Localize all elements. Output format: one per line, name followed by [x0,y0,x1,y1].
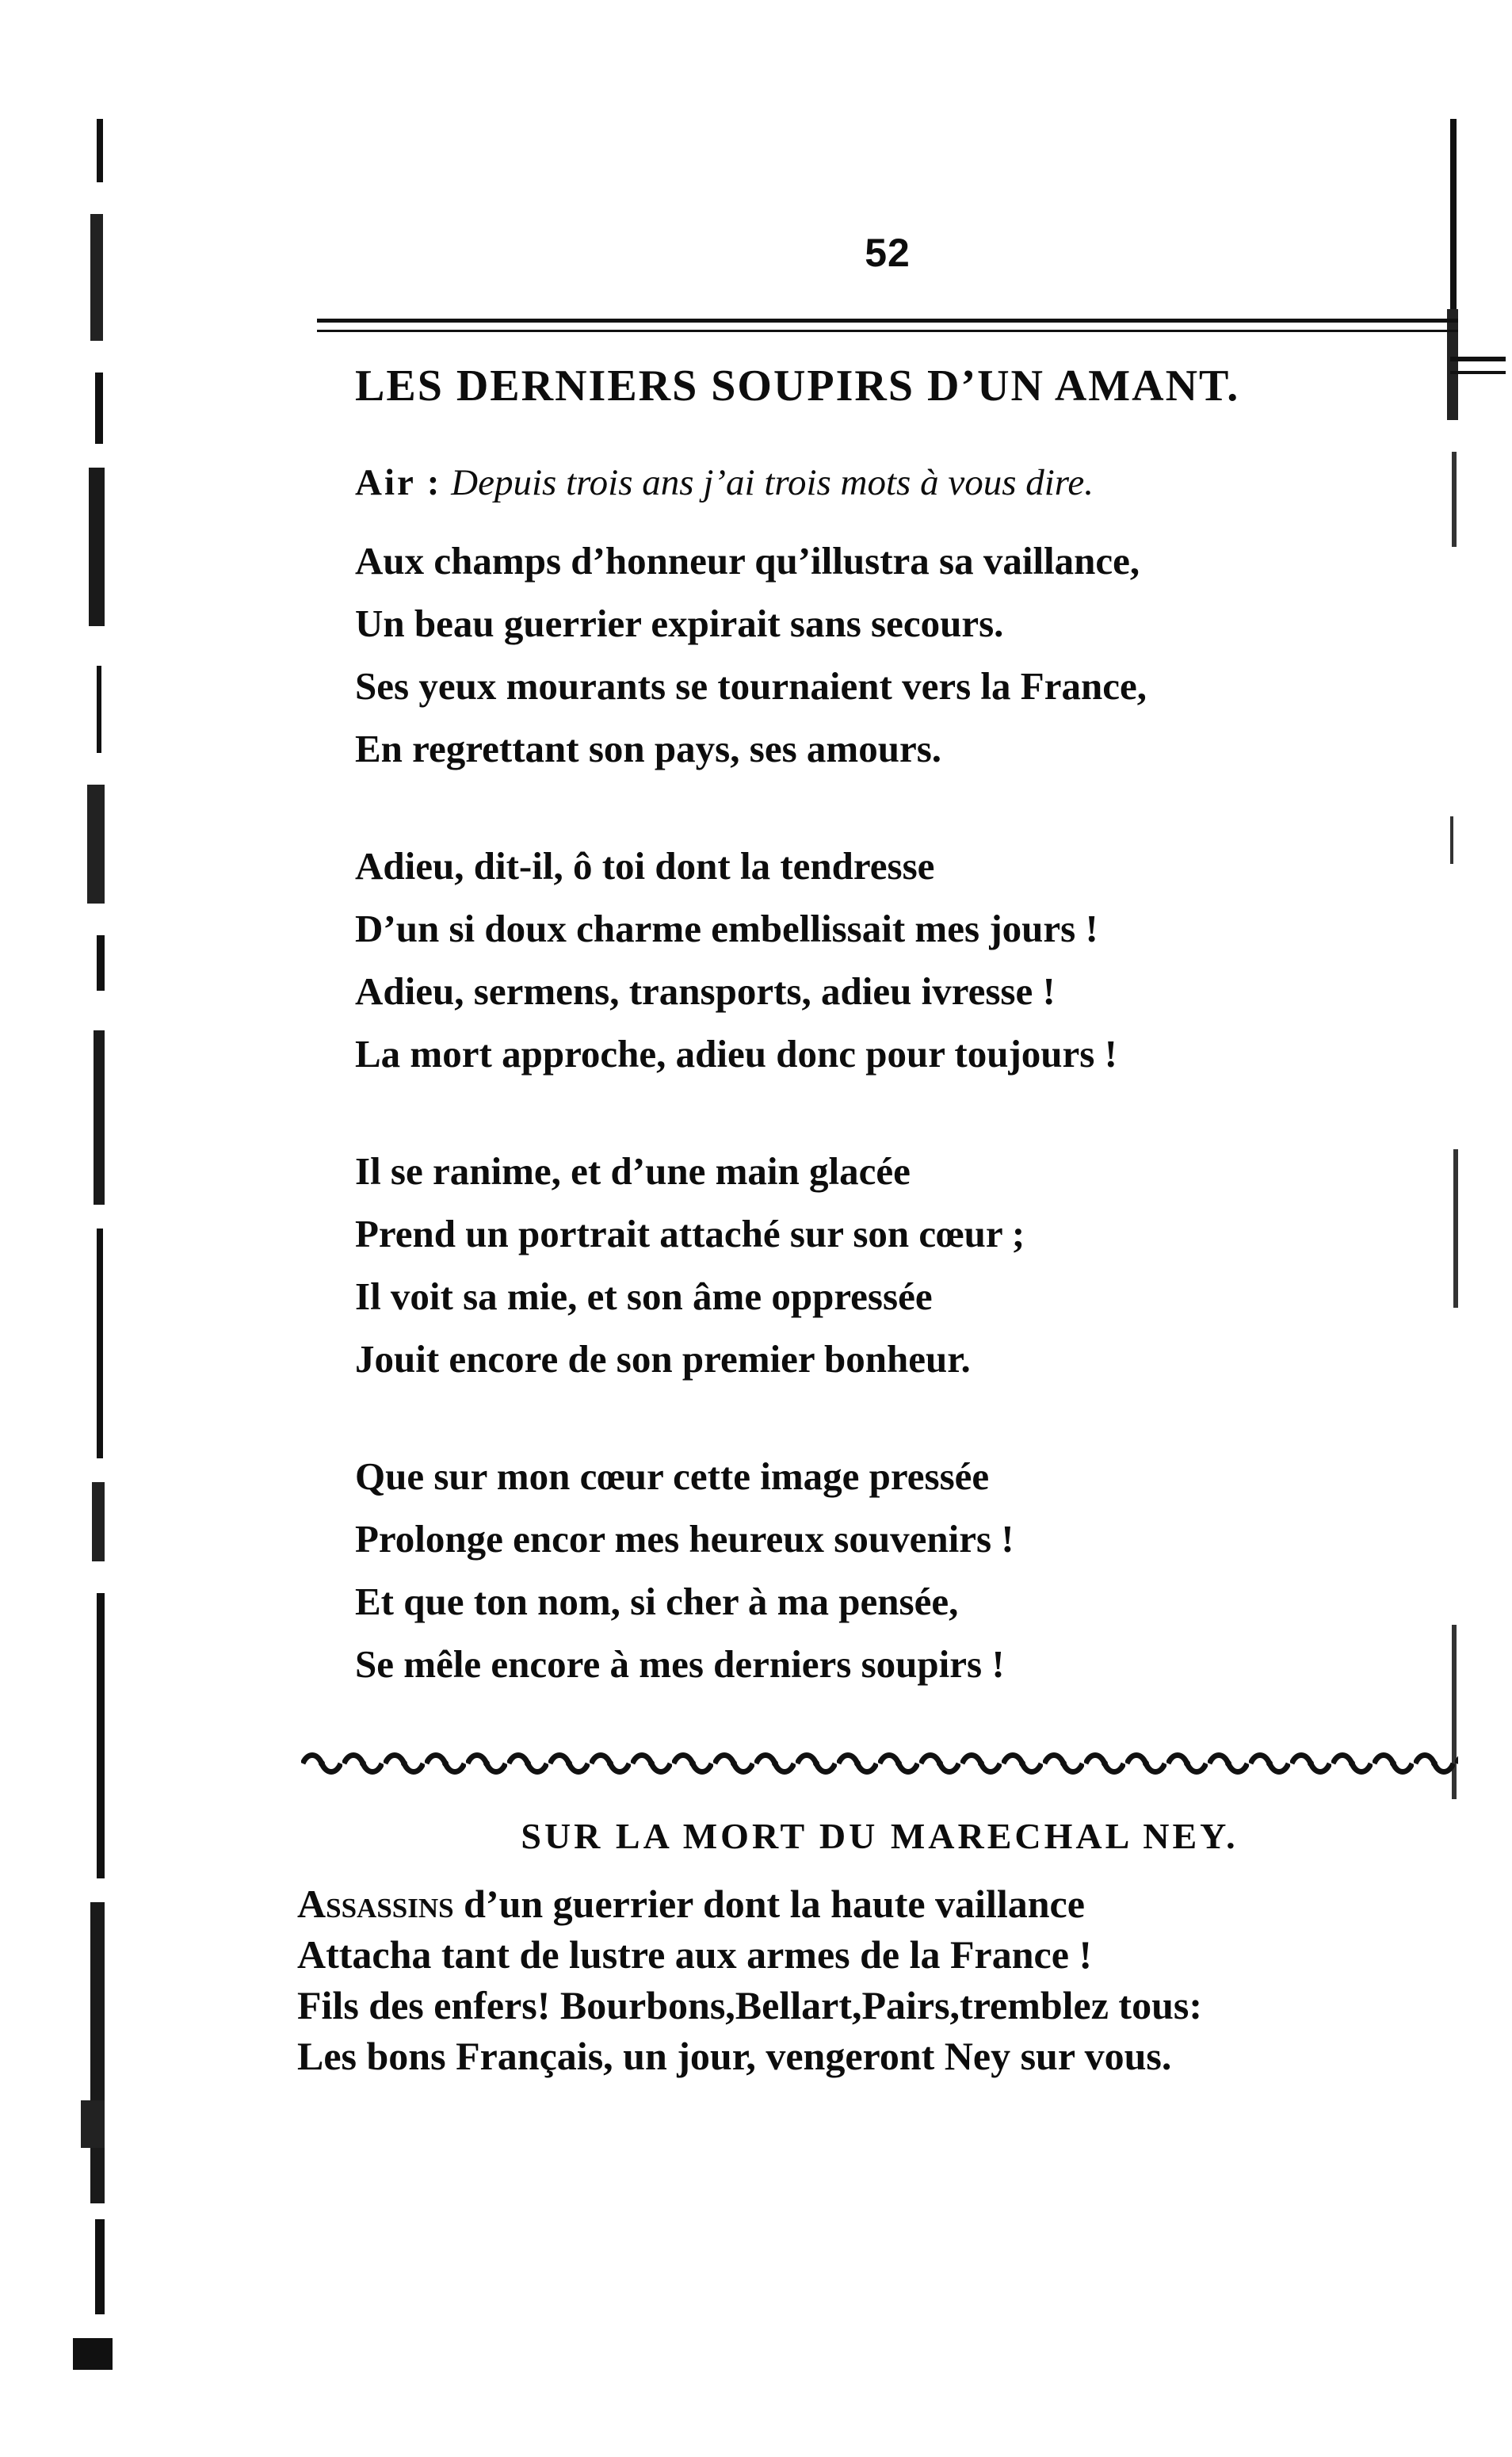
epigram-line-rest: d’un guerrier dont la haute vaillance [453,1882,1085,1926]
air-line [355,461,1433,504]
ornamental-divider [301,1748,1458,1779]
air-tune: Depuis trois ans j’ai trois mots à vous dire. [451,462,1094,503]
epigram [297,1878,1438,2081]
verse-line: La mort approche, adieu donc pour toujours ! [355,1032,1117,1076]
scan-edge-left [73,119,136,2417]
verse-line: Prend un portrait attaché sur son cœur ; [355,1212,1025,1255]
epigram-line [297,1878,1438,1929]
verse-line: Adieu, dit-il, ô toi dont la tendresse [355,844,935,888]
header-double-rule [317,319,1458,336]
epigram-line: Attacha tant de lustre aux armes de la France ! [297,1932,1093,1977]
poem-title: LES DERNIERS SOUPIRS D’UN AMANT. [355,361,1240,411]
verse-line: Jouit encore de son premier bonheur. [355,1337,971,1381]
epigram-title: SUR LA MORT DU MARECHAL NEY. [521,1816,1239,1856]
verse-line: D’un si doux charme embellissait mes jours ! [355,907,1098,950]
page-number: 52 [865,231,911,275]
epigram-lead-word: Assassins [297,1882,454,1926]
verse-line: Prolonge encor mes heureux souvenirs ! [355,1517,1014,1561]
verse-line: En regrettant son pays, ses amours. [355,727,942,770]
verse-line: Se mêle encore à mes derniers soupirs ! [355,1642,1005,1686]
verse-line: Il voit sa mie, et son âme oppressée [355,1274,933,1318]
verse-line: Ses yeux mourants se tournaient vers la France, [355,664,1147,708]
verse-line: Un beau guerrier expirait sans secours. [355,602,1004,645]
epigram-line: Fils des enfers! Bourbons,Bellart,Pairs,tremblez tous: [297,1983,1202,2027]
stanza-2 [355,835,1417,1085]
epigram-line: Les bons Français, un jour, vengeront Ney sur vous. [297,2034,1172,2078]
verse-line: Et que ton nom, si cher à ma pensée, [355,1580,959,1623]
stanza-4 [355,1445,1417,1695]
verse-line: Que sur mon cœur cette image pressée [355,1454,990,1498]
verse-line: Adieu, sermens, transports, adieu ivresse ! [355,969,1056,1013]
stanza-1 [355,529,1417,780]
air-label: Air : [355,462,442,503]
stanza-3 [355,1140,1417,1390]
verse-line: Il se ranime, et d’une main glacée [355,1149,911,1193]
verse-line: Aux champs d’honneur qu’illustra sa vaillance, [355,539,1140,583]
